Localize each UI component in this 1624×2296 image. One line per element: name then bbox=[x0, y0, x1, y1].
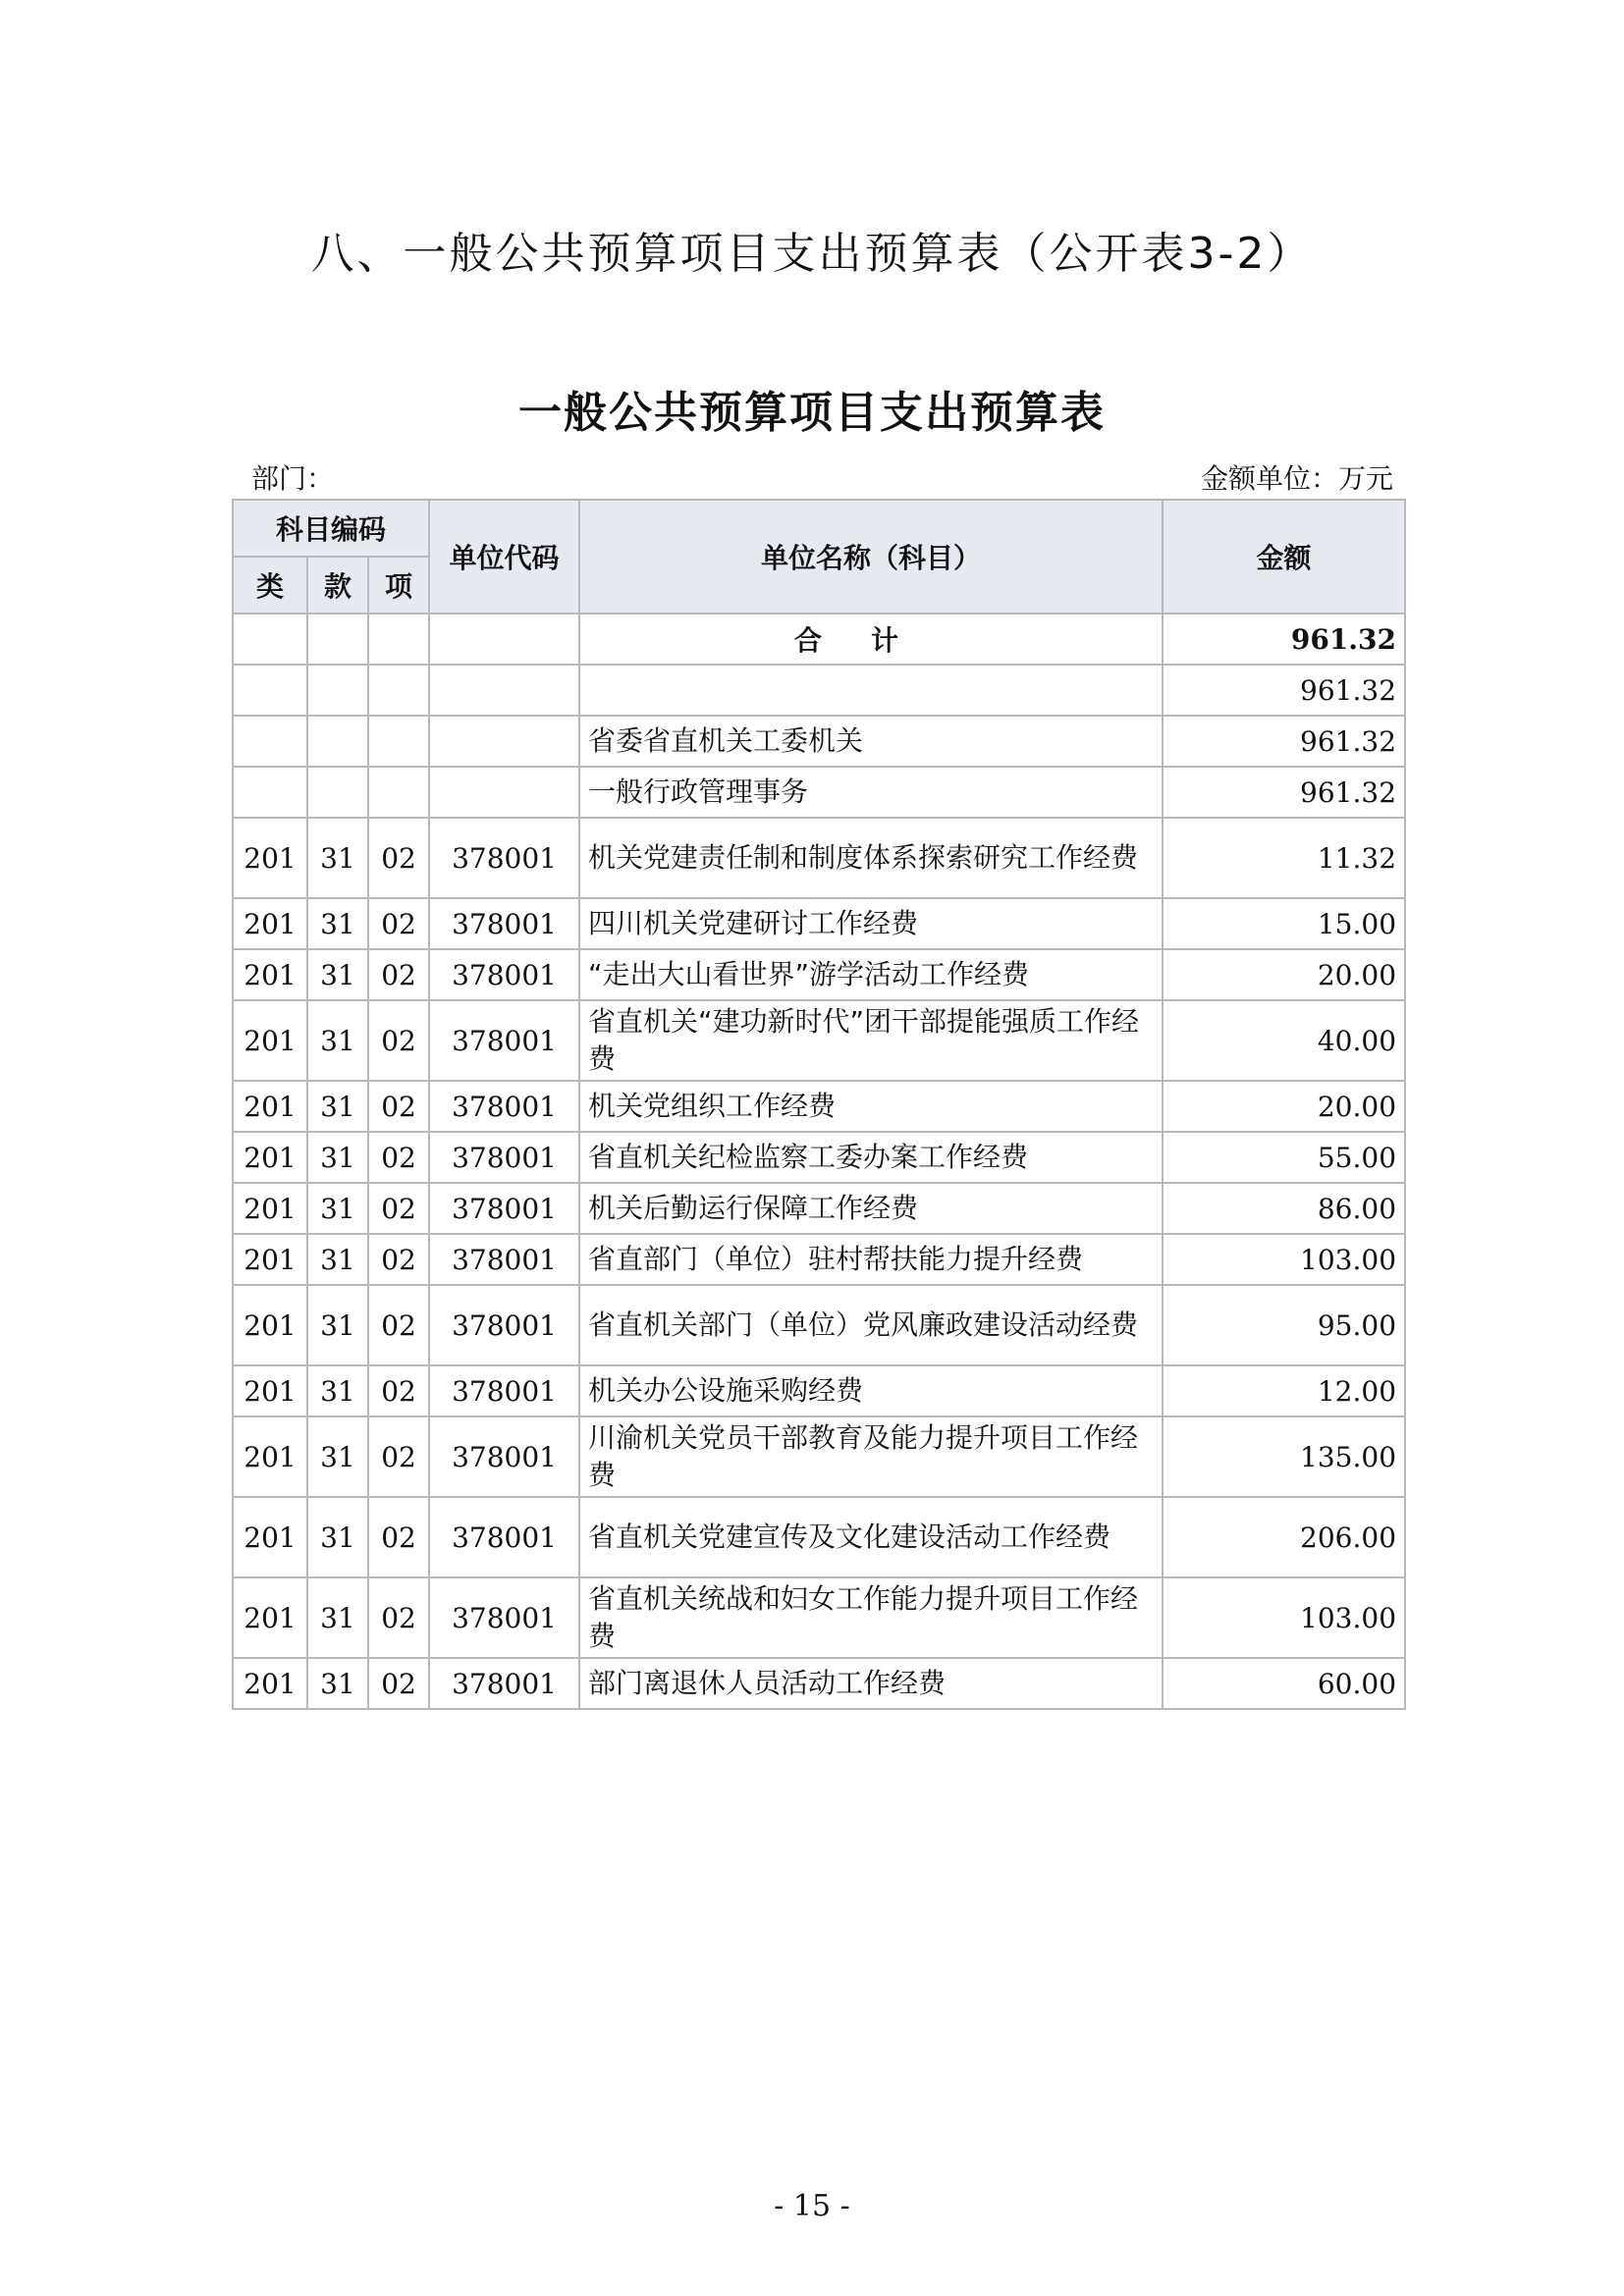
cell-lei: 201 bbox=[233, 898, 307, 949]
page-number: - 15 - bbox=[774, 2189, 850, 2223]
header-xiang: 项 bbox=[368, 557, 429, 614]
cell-kuan: 31 bbox=[307, 1365, 368, 1416]
table-row bbox=[233, 1577, 1405, 1658]
cell-name: 机关办公设施采购经费 bbox=[579, 1365, 1163, 1416]
cell-amount: 11.32 bbox=[1163, 818, 1405, 898]
summary-row bbox=[233, 665, 1405, 716]
cell-unit-code: 378001 bbox=[429, 818, 579, 898]
cell-unit-code: 378001 bbox=[429, 1497, 579, 1577]
cell-unit-code: 378001 bbox=[429, 1132, 579, 1183]
budget-table bbox=[232, 499, 1406, 1710]
cell-amount: 15.00 bbox=[1163, 898, 1405, 949]
cell-unit-code: 378001 bbox=[429, 1183, 579, 1234]
cell-xiang: 02 bbox=[368, 1577, 429, 1658]
header-unit-name: 单位名称（科目） bbox=[579, 500, 1163, 614]
cell-amount: 12.00 bbox=[1163, 1365, 1405, 1416]
cell-name: 四川机关党建研讨工作经费 bbox=[579, 898, 1163, 949]
cell-kuan: 31 bbox=[307, 1658, 368, 1709]
cell-name: 部门离退休人员活动工作经费 bbox=[579, 1658, 1163, 1709]
summary-row bbox=[233, 716, 1405, 767]
table-title: 一般公共预算项目支出预算表 bbox=[518, 388, 1106, 438]
amount-unit-label: 金额单位：万元 bbox=[1200, 462, 1393, 495]
cell-amount: 103.00 bbox=[1163, 1577, 1405, 1658]
cell-name: “走出大山看世界”游学活动工作经费 bbox=[579, 949, 1163, 1000]
table-row bbox=[233, 1285, 1405, 1365]
cell-kuan: 31 bbox=[307, 1285, 368, 1365]
total-row bbox=[233, 614, 1405, 665]
total-label: 合计 bbox=[579, 614, 1163, 665]
cell-kuan: 31 bbox=[307, 1081, 368, 1132]
table-row bbox=[233, 1000, 1405, 1081]
cell-lei: 201 bbox=[233, 1497, 307, 1577]
cell-amount: 20.00 bbox=[1163, 1081, 1405, 1132]
cell-lei: 201 bbox=[233, 949, 307, 1000]
cell-lei: 201 bbox=[233, 1183, 307, 1234]
department-label: 部门： bbox=[251, 462, 335, 495]
cell-unit-code: 378001 bbox=[429, 1234, 579, 1285]
cell-amount: 20.00 bbox=[1163, 949, 1405, 1000]
cell-xiang: 02 bbox=[368, 1658, 429, 1709]
cell-xiang: 02 bbox=[368, 1183, 429, 1234]
cell-kuan: 31 bbox=[307, 1416, 368, 1497]
cell-lei: 201 bbox=[233, 1365, 307, 1416]
summary-amount: 961.32 bbox=[1163, 665, 1405, 716]
cell-xiang: 02 bbox=[368, 1285, 429, 1365]
cell-xiang: 02 bbox=[368, 1000, 429, 1081]
cell-lei: 201 bbox=[233, 1234, 307, 1285]
cell-name: 机关党组织工作经费 bbox=[579, 1081, 1163, 1132]
cell-xiang: 02 bbox=[368, 1416, 429, 1497]
cell-amount: 55.00 bbox=[1163, 1132, 1405, 1183]
cell-kuan: 31 bbox=[307, 1183, 368, 1234]
cell-unit-code: 378001 bbox=[429, 1658, 579, 1709]
cell-name: 省直机关“建功新时代”团干部提能强质工作经费 bbox=[579, 1000, 1163, 1081]
cell-kuan: 31 bbox=[307, 1132, 368, 1183]
table-row bbox=[233, 1081, 1405, 1132]
cell-unit-code: 378001 bbox=[429, 898, 579, 949]
header-kuan: 款 bbox=[307, 557, 368, 614]
table-row bbox=[233, 898, 1405, 949]
cell-lei: 201 bbox=[233, 1577, 307, 1658]
cell-amount: 206.00 bbox=[1163, 1497, 1405, 1577]
cell-amount: 40.00 bbox=[1163, 1000, 1405, 1081]
table-row bbox=[233, 1132, 1405, 1183]
cell-lei: 201 bbox=[233, 1081, 307, 1132]
header-lei: 类 bbox=[233, 557, 307, 614]
cell-name: 机关后勤运行保障工作经费 bbox=[579, 1183, 1163, 1234]
cell-kuan: 31 bbox=[307, 949, 368, 1000]
summary-row bbox=[233, 767, 1405, 818]
table-row bbox=[233, 1658, 1405, 1709]
cell-unit-code: 378001 bbox=[429, 1285, 579, 1365]
cell-xiang: 02 bbox=[368, 1365, 429, 1416]
cell-xiang: 02 bbox=[368, 1497, 429, 1577]
section-title: 八、一般公共预算项目支出预算表（公开表3-2） bbox=[310, 229, 1314, 279]
cell-unit-code: 378001 bbox=[429, 1577, 579, 1658]
header-unit-code: 单位代码 bbox=[429, 500, 579, 614]
cell-kuan: 31 bbox=[307, 898, 368, 949]
cell-kuan: 31 bbox=[307, 1497, 368, 1577]
summary-amount: 961.32 bbox=[1163, 767, 1405, 818]
cell-amount: 95.00 bbox=[1163, 1285, 1405, 1365]
table-row bbox=[233, 1234, 1405, 1285]
summary-name bbox=[579, 665, 1163, 716]
cell-name: 机关党建责任制和制度体系探索研究工作经费 bbox=[579, 818, 1163, 898]
cell-lei: 201 bbox=[233, 1132, 307, 1183]
cell-amount: 135.00 bbox=[1163, 1416, 1405, 1497]
cell-lei: 201 bbox=[233, 1658, 307, 1709]
summary-name: 一般行政管理事务 bbox=[579, 767, 1163, 818]
cell-kuan: 31 bbox=[307, 1577, 368, 1658]
cell-unit-code: 378001 bbox=[429, 949, 579, 1000]
table-row bbox=[233, 1497, 1405, 1577]
table-row bbox=[233, 1365, 1405, 1416]
header-amount: 金额 bbox=[1163, 500, 1405, 614]
cell-amount: 86.00 bbox=[1163, 1183, 1405, 1234]
cell-name: 省直部门（单位）驻村帮扶能力提升经费 bbox=[579, 1234, 1163, 1285]
cell-kuan: 31 bbox=[307, 1234, 368, 1285]
cell-xiang: 02 bbox=[368, 949, 429, 1000]
cell-xiang: 02 bbox=[368, 898, 429, 949]
cell-amount: 60.00 bbox=[1163, 1658, 1405, 1709]
cell-name: 省直机关统战和妇女工作能力提升项目工作经费 bbox=[579, 1577, 1163, 1658]
cell-name: 省直机关部门（单位）党风廉政建设活动经费 bbox=[579, 1285, 1163, 1365]
cell-unit-code: 378001 bbox=[429, 1000, 579, 1081]
cell-amount: 103.00 bbox=[1163, 1234, 1405, 1285]
cell-name: 川渝机关党员干部教育及能力提升项目工作经费 bbox=[579, 1416, 1163, 1497]
cell-unit-code: 378001 bbox=[429, 1081, 579, 1132]
table-row bbox=[233, 1416, 1405, 1497]
table-row bbox=[233, 949, 1405, 1000]
summary-amount: 961.32 bbox=[1163, 716, 1405, 767]
cell-xiang: 02 bbox=[368, 1081, 429, 1132]
cell-kuan: 31 bbox=[307, 818, 368, 898]
cell-unit-code: 378001 bbox=[429, 1416, 579, 1497]
cell-lei: 201 bbox=[233, 818, 307, 898]
cell-unit-code: 378001 bbox=[429, 1365, 579, 1416]
summary-name: 省委省直机关工委机关 bbox=[579, 716, 1163, 767]
table-row bbox=[233, 1183, 1405, 1234]
cell-xiang: 02 bbox=[368, 1234, 429, 1285]
cell-kuan: 31 bbox=[307, 1000, 368, 1081]
cell-lei: 201 bbox=[233, 1000, 307, 1081]
header-subject-code: 科目编码 bbox=[233, 500, 429, 557]
table-row bbox=[233, 818, 1405, 898]
total-amount: 961.32 bbox=[1163, 614, 1405, 665]
cell-lei: 201 bbox=[233, 1285, 307, 1365]
cell-name: 省直机关纪检监察工委办案工作经费 bbox=[579, 1132, 1163, 1183]
cell-name: 省直机关党建宣传及文化建设活动工作经费 bbox=[579, 1497, 1163, 1577]
cell-xiang: 02 bbox=[368, 1132, 429, 1183]
cell-xiang: 02 bbox=[368, 818, 429, 898]
cell-lei: 201 bbox=[233, 1416, 307, 1497]
